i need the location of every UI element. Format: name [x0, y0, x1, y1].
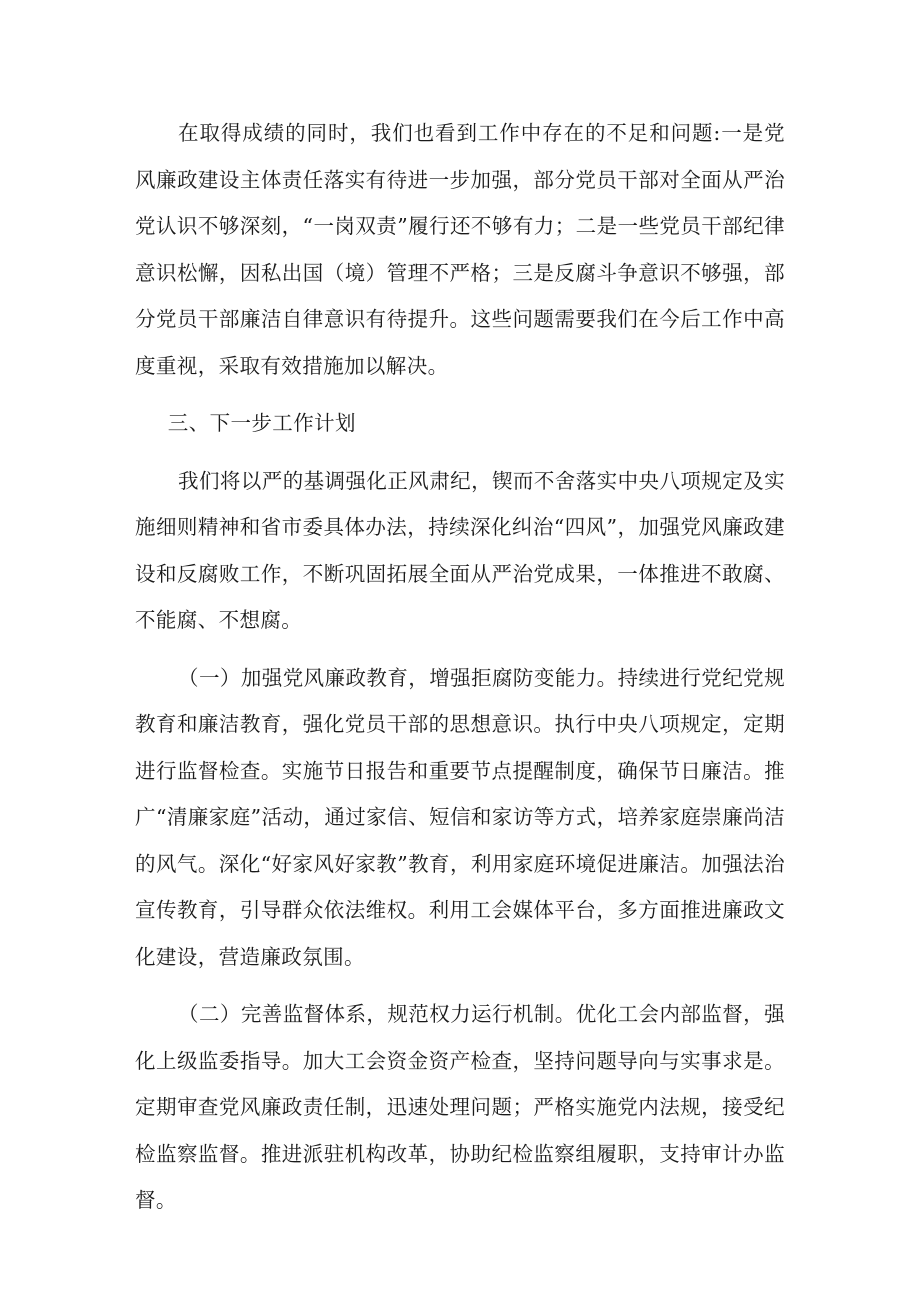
paragraph-plan-overview: 我们将以严的基调强化正风肃纪，锲而不舍落实中央八项规定及实施细则精神和省市委具体办法，持续深化纠治“四风”，加强党风廉政建设和反腐败工作，不断巩固拓展全面从严治党成果，一体推进不敢腐、不能腐、不想腐。 — [135, 468, 785, 632]
section-heading-next-steps: 三、下一步工作计划 — [167, 411, 356, 435]
paragraph-shortcomings: 在取得成绩的同时，我们也看到工作中存在的不足和问题:一是党风廉政建设主体责任落实有待进一步加强，部分党员干部对全面从严治党认识不够深刻，“一岗双责”履行还不够有力；二是一些党员干部纪律意识松懈，因私出国（境）管理不严格；三是反腐斗争意识不够强，部分党员干部廉洁自律意识有待提升。这些问题需要我们在今后工作中高度重视，采取有效措施加以解决。 — [135, 121, 785, 378]
document-body — [135, 110, 785, 1235]
paragraph-education: （一）加强党风廉政教育，增强拒腐防变能力。持续进行党纪党规教育和廉洁教育，强化党员干部的思想意识。执行中央八项规定，定期进行监督检查。实施节日报告和重要节点提醒制度，确保节日廉洁。推广“清廉家庭”活动，通过家信、短信和家访等方式，培养家庭崇廉尚洁的风气。深化“好家风好家教”教育，利用家庭环境促进廉洁。加强法治宣传教育，引导群众依法维权。利用工会媒体平台，多方面推进廉政文化建设，营造廉政氛围。 — [135, 665, 785, 969]
paragraph-supervision: （二）完善监督体系，规范权力运行机制。优化工会内部监督，强化上级监委指导。加大工会资金资产检查，坚持问题导向与实事求是。定期审查党风廉政责任制，迅速处理问题；严格实施党内法规，接受纪检监察监督。推进派驻机构改革，协助纪检监察组履职，支持审计办监督。 — [135, 1002, 785, 1212]
